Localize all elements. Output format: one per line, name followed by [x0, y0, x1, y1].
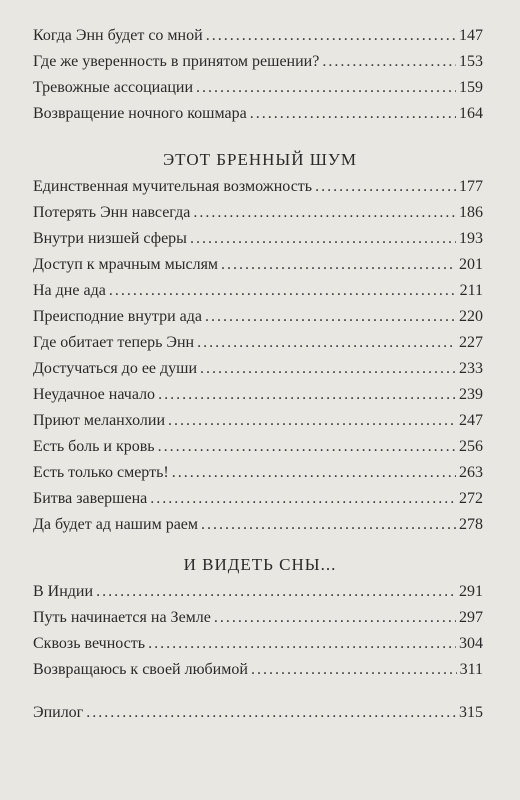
dot-leader — [315, 177, 456, 197]
entry-title: Достучаться до ее души — [33, 360, 198, 377]
entry-page: 272 — [459, 490, 483, 507]
entry-title: Возвращение ночного кошмара — [33, 105, 247, 122]
entry-title: Когда Энн будет со мной — [33, 27, 203, 44]
dot-leader — [86, 703, 456, 723]
toc-entry — [33, 307, 483, 327]
entry-page: 247 — [459, 412, 483, 429]
section-heading: И ВИДЕТЬ СНЫ... — [183, 555, 337, 574]
dot-leader — [322, 52, 456, 72]
dot-leader — [221, 255, 456, 275]
entry-page: 311 — [459, 661, 483, 678]
entry-page: 220 — [459, 308, 483, 325]
dot-leader — [150, 489, 456, 509]
entry-page: 239 — [459, 386, 483, 403]
toc-entry — [33, 78, 483, 98]
entry-page: 177 — [459, 178, 483, 195]
entry-page: 297 — [459, 609, 483, 626]
entry-title: Возвращаюсь к своей любимой — [33, 661, 248, 678]
entry-title: Где обитает теперь Энн — [33, 334, 195, 351]
toc-entry — [33, 660, 483, 680]
dot-leader — [201, 515, 456, 535]
dot-leader — [158, 385, 456, 405]
entry-page: 186 — [459, 204, 483, 221]
entry-title: Тревожные ассоциации — [33, 79, 193, 96]
toc-entry — [33, 359, 483, 379]
entry-page: 201 — [459, 256, 483, 273]
toc-entry — [33, 281, 483, 301]
toc-entry — [33, 203, 483, 223]
entry-title: Доступ к мрачным мыслям — [33, 256, 219, 273]
dot-leader — [206, 26, 456, 46]
entry-page: 211 — [459, 282, 483, 299]
dot-leader — [168, 411, 456, 431]
toc-entry — [33, 411, 483, 431]
entry-title: Внутри низшей сферы — [33, 230, 187, 247]
toc-entry — [33, 26, 483, 46]
entry-title: В Индии — [33, 583, 94, 600]
entry-title: Да будет ад нашим раем — [33, 516, 199, 533]
dot-leader — [250, 104, 456, 124]
toc-entry — [33, 463, 483, 483]
entry-page: 278 — [459, 516, 483, 533]
toc-entry — [33, 177, 483, 197]
entry-title: Сквозь вечность — [33, 635, 146, 652]
entry-title: Приют меланхолии — [33, 412, 166, 429]
dot-leader — [196, 78, 456, 98]
entry-title: Битва завершена — [33, 490, 148, 507]
entry-title: Где же уверенность в принятом решении? — [33, 53, 320, 70]
entry-title: Единственная мучительная возможность — [33, 178, 313, 195]
dot-leader — [205, 307, 456, 327]
entry-page: 315 — [459, 704, 483, 721]
toc-entry — [33, 333, 483, 353]
dot-leader — [251, 660, 457, 680]
entry-page: 256 — [459, 438, 483, 455]
entry-page: 233 — [459, 360, 483, 377]
entry-title: Путь начинается на Земле — [33, 609, 211, 626]
toc-entry — [33, 104, 483, 124]
dot-leader — [200, 359, 456, 379]
dot-leader — [109, 281, 457, 301]
dot-leader — [193, 203, 456, 223]
toc-entry — [33, 608, 483, 628]
entry-title: Неудачное начало — [33, 386, 156, 403]
entry-title: Эпилог — [33, 704, 84, 721]
dot-leader — [96, 582, 456, 602]
toc-entry — [33, 437, 483, 457]
entry-page: 147 — [459, 27, 483, 44]
toc-entry — [33, 52, 483, 72]
entry-title: Потерять Энн навсегда — [33, 204, 191, 221]
entry-page: 263 — [459, 464, 483, 481]
toc-entry — [33, 255, 483, 275]
dot-leader — [158, 437, 456, 457]
toc-entry-epilogue — [33, 703, 483, 723]
entry-page: 193 — [459, 230, 483, 247]
dot-leader — [172, 463, 456, 483]
toc-entry — [33, 515, 483, 535]
toc-entry — [33, 229, 483, 249]
entry-page: 291 — [459, 583, 483, 600]
entry-title: На дне ада — [33, 282, 106, 299]
dot-leader — [214, 608, 456, 628]
entry-page: 227 — [459, 334, 483, 351]
entry-page: 159 — [459, 79, 483, 96]
entry-title: Преисподние внутри ада — [33, 308, 202, 325]
dot-leader — [148, 634, 456, 654]
toc-entry — [33, 582, 483, 602]
entry-title: Есть только смерть! — [33, 464, 169, 481]
dot-leader — [197, 333, 456, 353]
toc-entry — [33, 634, 483, 654]
entry-title: Есть боль и кровь — [33, 438, 155, 455]
section-heading: ЭТОТ БРЕННЫЙ ШУМ — [162, 150, 358, 169]
entry-page: 153 — [459, 53, 483, 70]
dot-leader — [190, 229, 456, 249]
entry-page: 304 — [459, 635, 483, 652]
entry-page: 164 — [459, 105, 483, 122]
toc-entry — [33, 489, 483, 509]
toc-entry — [33, 385, 483, 405]
